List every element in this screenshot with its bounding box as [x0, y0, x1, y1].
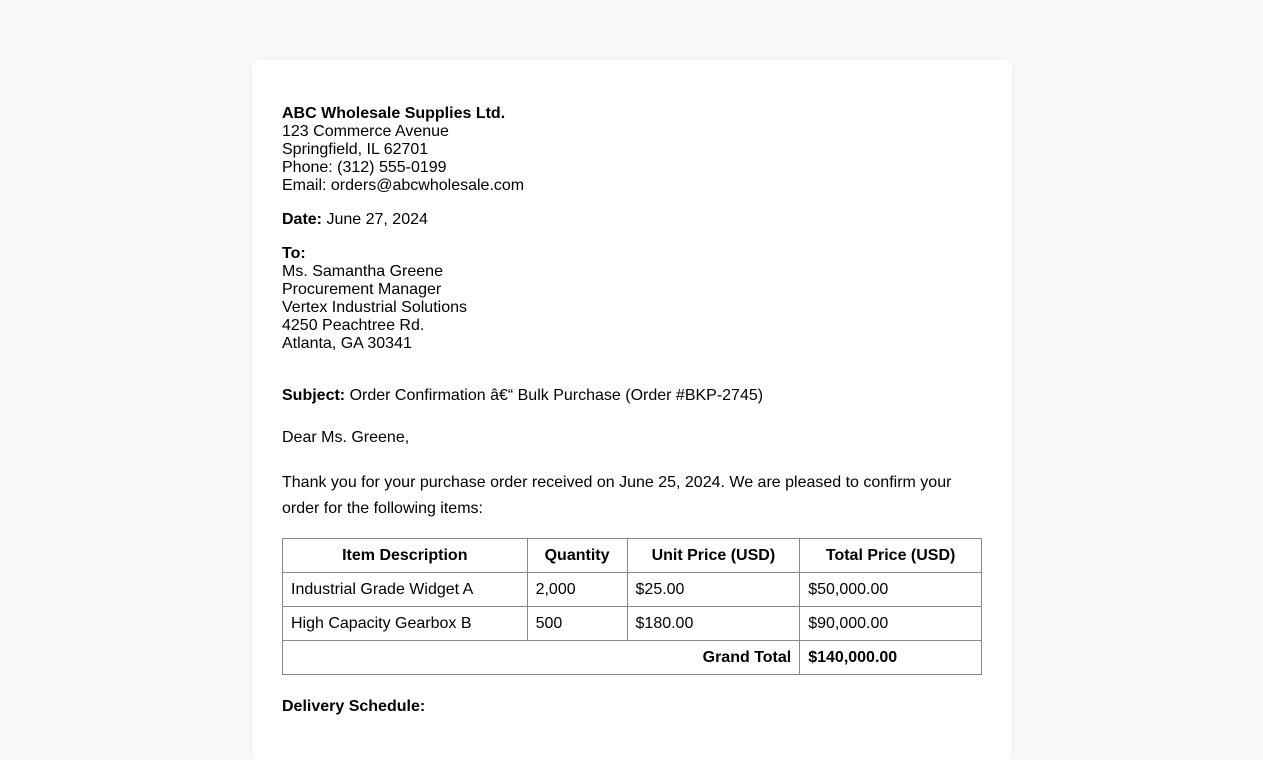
- date-line: [282, 211, 982, 229]
- intro-paragraph: Thank you for your purchase order received on June 25, 2024. We are pleased to confirm your order for the following items:: [282, 474, 952, 517]
- grand-total-row: [283, 641, 982, 675]
- header-quantity: Quantity: [527, 539, 627, 573]
- items-table: [282, 538, 982, 675]
- delivery-schedule-heading: Delivery Schedule:: [282, 698, 426, 715]
- date-label: Date:: [282, 211, 323, 228]
- sender-address: [282, 105, 982, 195]
- grand-total-value: $140,000.00: [800, 641, 982, 675]
- table-row: [283, 607, 982, 641]
- subject-label: Subject:: [282, 387, 346, 404]
- cell-quantity: 500: [527, 607, 627, 641]
- cell-total-price: $90,000.00: [800, 607, 982, 641]
- letter-page: [252, 60, 1012, 760]
- recipient-street: 4250 Peachtree Rd.: [282, 317, 425, 334]
- header-item-description: Item Description: [283, 539, 528, 573]
- greeting: Dear Ms. Greene,: [282, 429, 410, 446]
- subject-line: [282, 387, 982, 405]
- header-unit-price: Unit Price (USD): [627, 539, 800, 573]
- cell-item-description: High Capacity Gearbox B: [283, 607, 528, 641]
- date-value: June 27, 2024: [322, 211, 428, 228]
- sender-email: Email: orders@abcwholesale.com: [282, 177, 525, 194]
- subject-value: Order Confirmation â€“ Bulk Purchase (Order #BKP-2745): [345, 387, 764, 404]
- letter-content: [282, 105, 982, 716]
- recipient-address: [282, 245, 982, 353]
- header-total-price: Total Price (USD): [800, 539, 982, 573]
- cell-total-price: $50,000.00: [800, 573, 982, 607]
- cell-unit-price: $180.00: [627, 607, 800, 641]
- cell-unit-price: $25.00: [627, 573, 800, 607]
- sender-phone: Phone: (312) 555-0199: [282, 159, 447, 176]
- table-header-row: [283, 539, 982, 573]
- sender-company: ABC Wholesale Supplies Ltd.: [282, 105, 506, 122]
- cell-quantity: 2,000: [527, 573, 627, 607]
- grand-total-label: Grand Total: [283, 641, 800, 675]
- cell-item-description: Industrial Grade Widget A: [283, 573, 528, 607]
- recipient-name: Ms. Samantha Greene: [282, 263, 443, 280]
- sender-street: 123 Commerce Avenue: [282, 123, 449, 140]
- table-row: [283, 573, 982, 607]
- recipient-title: Procurement Manager: [282, 281, 442, 298]
- sender-city: Springfield, IL 62701: [282, 141, 429, 158]
- recipient-company: Vertex Industrial Solutions: [282, 299, 467, 316]
- recipient-label: To:: [282, 245, 306, 262]
- recipient-city: Atlanta, GA 30341: [282, 335, 412, 352]
